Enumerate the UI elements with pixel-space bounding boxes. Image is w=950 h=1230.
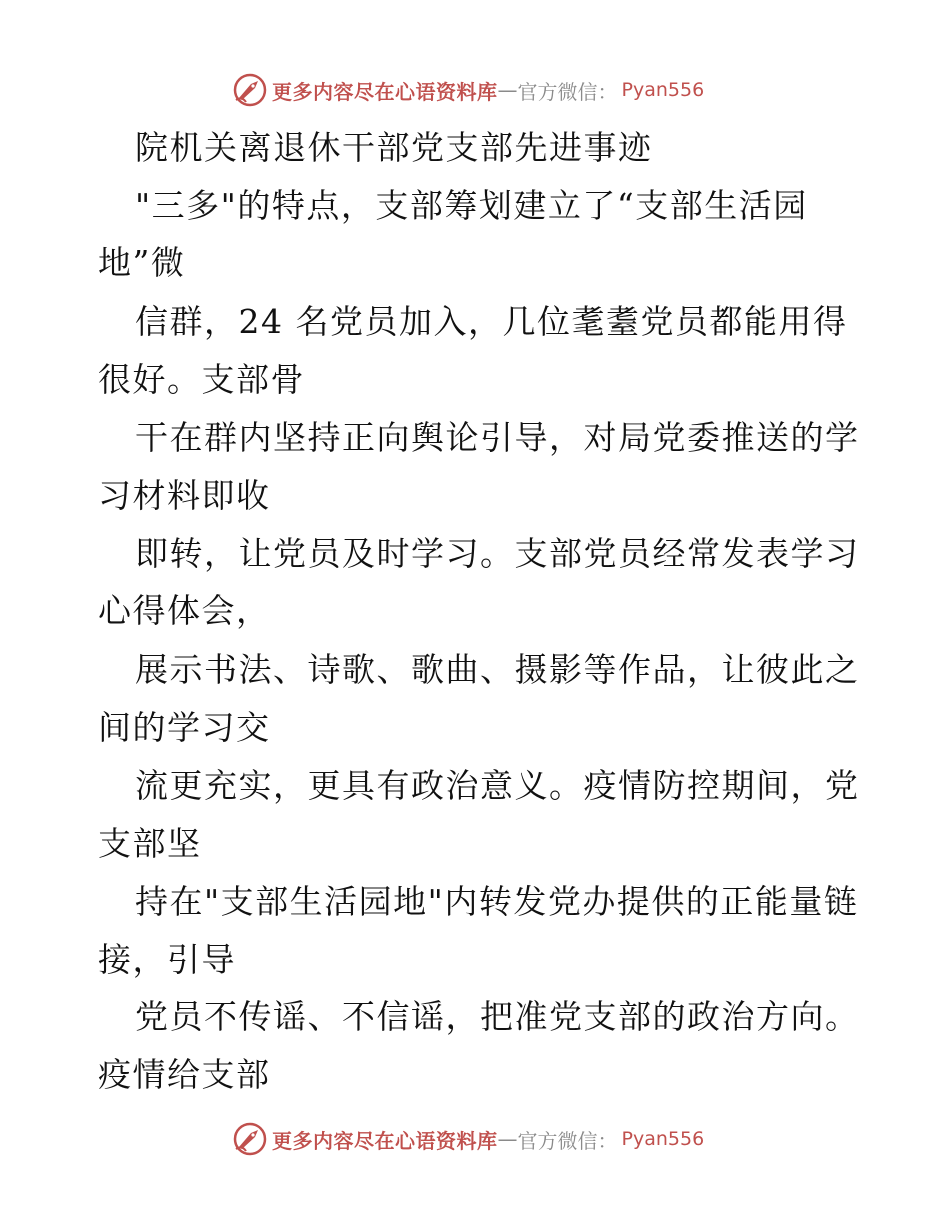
- paragraph-line: 间的学习交: [98, 708, 271, 747]
- paragraph-line: "三多"的特点，支部筹划建立了“支部生活园: [135, 186, 808, 225]
- paragraph-line: 习材料即收: [98, 476, 271, 515]
- pen-nib-logo-icon: [232, 72, 268, 108]
- paragraph-line: 疫情给支部: [98, 1055, 271, 1094]
- pen-nib-logo-icon: [232, 1121, 268, 1157]
- paragraph-line: 党员不传谣、不信谣，把准党支部的政治方向。: [135, 997, 860, 1036]
- paragraph-line: 持在"支部生活园地"内转发党办提供的正能量链: [135, 882, 859, 921]
- footer-banner: [232, 1121, 704, 1157]
- paragraph-line: 院机关离退休干部党支部先进事迹: [135, 128, 653, 167]
- paragraph-line: 很好。支部骨: [98, 360, 305, 399]
- header-banner: [232, 72, 704, 108]
- paragraph-line: 信群，24 名党员加入，几位耄耋党员都能用得: [135, 302, 848, 341]
- paragraph-line: 地”微: [98, 243, 186, 282]
- paragraph-line: 心得体会，: [98, 591, 271, 630]
- banner-separator: —: [497, 1127, 518, 1151]
- banner-wechat-label: 官方微信：: [517, 79, 618, 104]
- paragraph-line: 干在群内坚持正向舆论引导，对局党委推送的学: [135, 418, 860, 457]
- paragraph-line: 展示书法、诗歌、歌曲、摄影等作品，让彼此之: [135, 650, 860, 689]
- paragraph-line: 流更充实，更具有政治意义。疫情防控期间，党: [135, 766, 860, 805]
- paragraph-line: 接，引导: [98, 940, 236, 979]
- banner-wechat-id: Pyan556: [621, 79, 705, 101]
- banner-site-text: 更多内容尽在心语资料库: [272, 1128, 498, 1153]
- paragraph-line: 即转，让党员及时学习。支部党员经常发表学习: [135, 534, 860, 573]
- banner-wechat-label: 官方微信：: [517, 1128, 618, 1153]
- paragraph-line: 支部坚: [98, 824, 202, 863]
- banner-wechat-id: Pyan556: [621, 1128, 705, 1150]
- banner-separator: —: [497, 78, 518, 102]
- banner-site-text: 更多内容尽在心语资料库: [272, 79, 498, 104]
